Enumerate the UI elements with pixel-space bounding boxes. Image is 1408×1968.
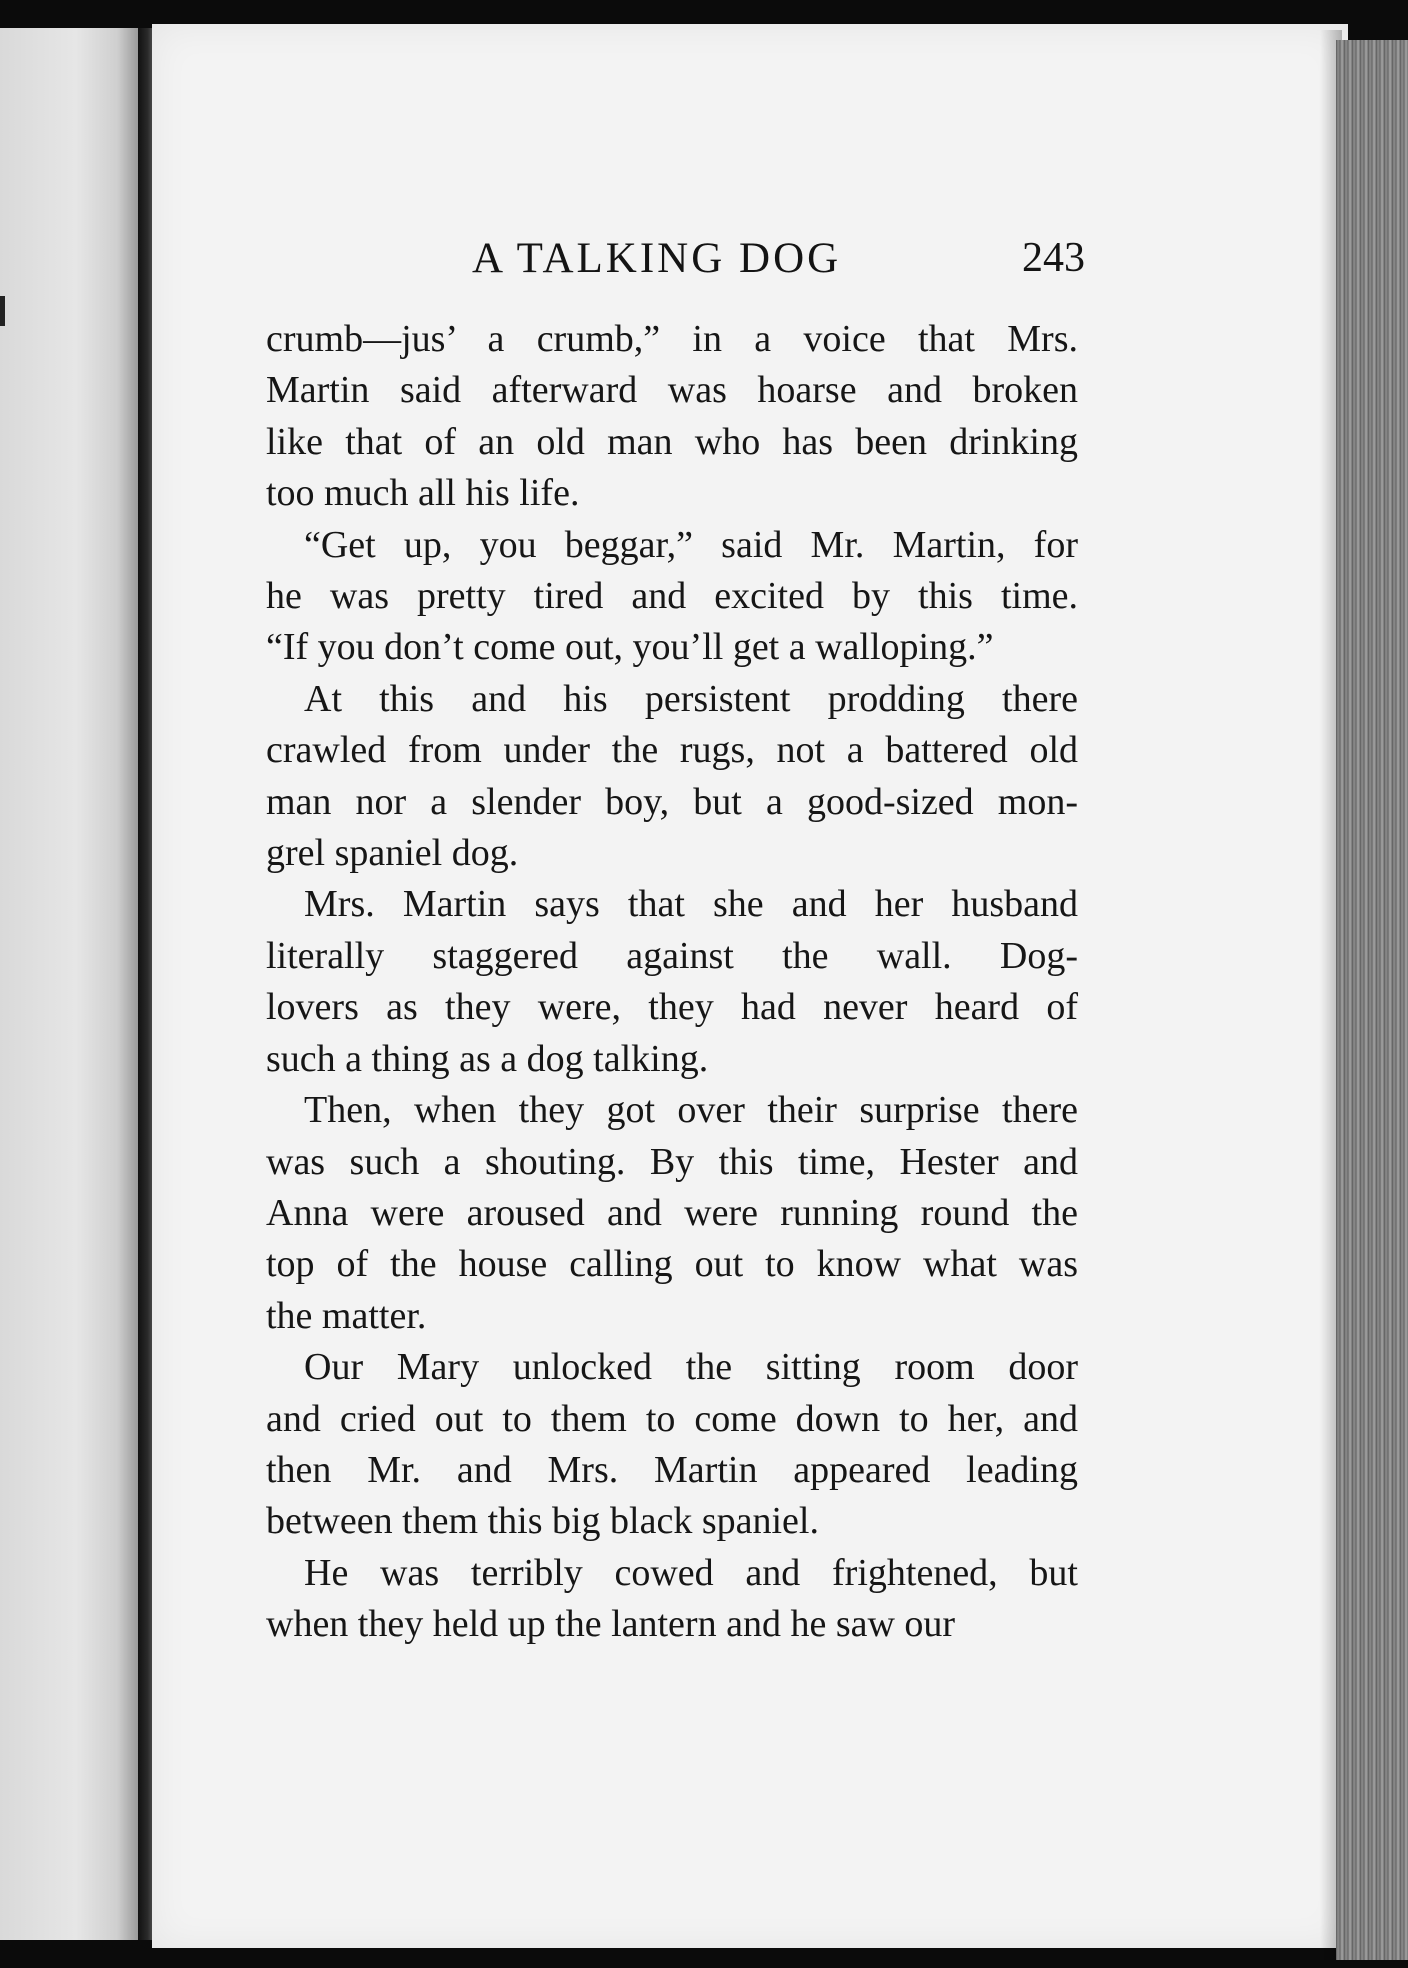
text-line: “Get up, you beggar,” said Mr. Martin, for	[304, 523, 1078, 566]
page-mark	[0, 296, 5, 326]
paragraph	[266, 1342, 1078, 1548]
text-line: he was pretty tired and excited by this time.	[266, 575, 1078, 618]
text-line: then Mr. and Mrs. Martin appeared leading	[266, 1448, 1078, 1491]
paragraph	[266, 520, 1078, 674]
text-line: too much all his life.	[266, 472, 580, 515]
text-line: Martin said afterward was hoarse and broken	[266, 369, 1078, 412]
paragraph	[266, 1085, 1078, 1342]
previous-page-edge	[0, 28, 138, 1940]
text-line: “If you don’t come out, you’ll get a walloping.”	[266, 626, 994, 669]
paragraph	[266, 879, 1078, 1085]
text-line: grel spaniel dog.	[266, 832, 519, 875]
text-line: and cried out to them to come down to her, and	[266, 1397, 1078, 1440]
text-line: when they held up the lantern and he saw our	[266, 1603, 956, 1646]
text-line: top of the house calling out to know what was	[266, 1243, 1078, 1286]
paragraph	[266, 314, 1078, 520]
text-line: the matter.	[266, 1294, 427, 1337]
page-number: 243	[1022, 235, 1085, 281]
body-text	[266, 314, 1078, 1651]
paragraph	[266, 1548, 1078, 1651]
text-line: lovers as they were, they had never heard of	[266, 986, 1078, 1029]
text-line: Our Mary unlocked the sitting room door	[304, 1346, 1078, 1389]
text-line: At this and his persistent prodding there	[304, 677, 1078, 720]
page-block-edges	[1336, 40, 1408, 1960]
text-line: man nor a slender boy, but a good-sized mon-	[266, 780, 1078, 823]
text-line: crawled from under the rugs, not a battered old	[266, 729, 1078, 772]
text-line: literally staggered against the wall. Dog-	[266, 934, 1078, 977]
text-line: He was terribly cowed and frightened, but	[304, 1551, 1078, 1594]
text-line: Then, when they got over their surprise there	[304, 1089, 1078, 1132]
text-line: crumb—jus’ a crumb,” in a voice that Mrs.	[266, 318, 1078, 360]
book-page	[152, 24, 1348, 1948]
text-line: between them this big black spaniel.	[266, 1500, 819, 1543]
paragraph	[266, 674, 1078, 880]
text-line: was such a shouting. By this time, Hester and	[266, 1140, 1078, 1183]
running-head	[152, 234, 1348, 294]
text-line: like that of an old man who has been drinking	[266, 420, 1078, 463]
text-line: such a thing as a dog talking.	[266, 1037, 709, 1080]
text-line: Mrs. Martin says that she and her husband	[304, 883, 1078, 926]
text-line: Anna were aroused and were running round the	[266, 1191, 1078, 1234]
running-title: A TALKING DOG	[472, 235, 842, 282]
